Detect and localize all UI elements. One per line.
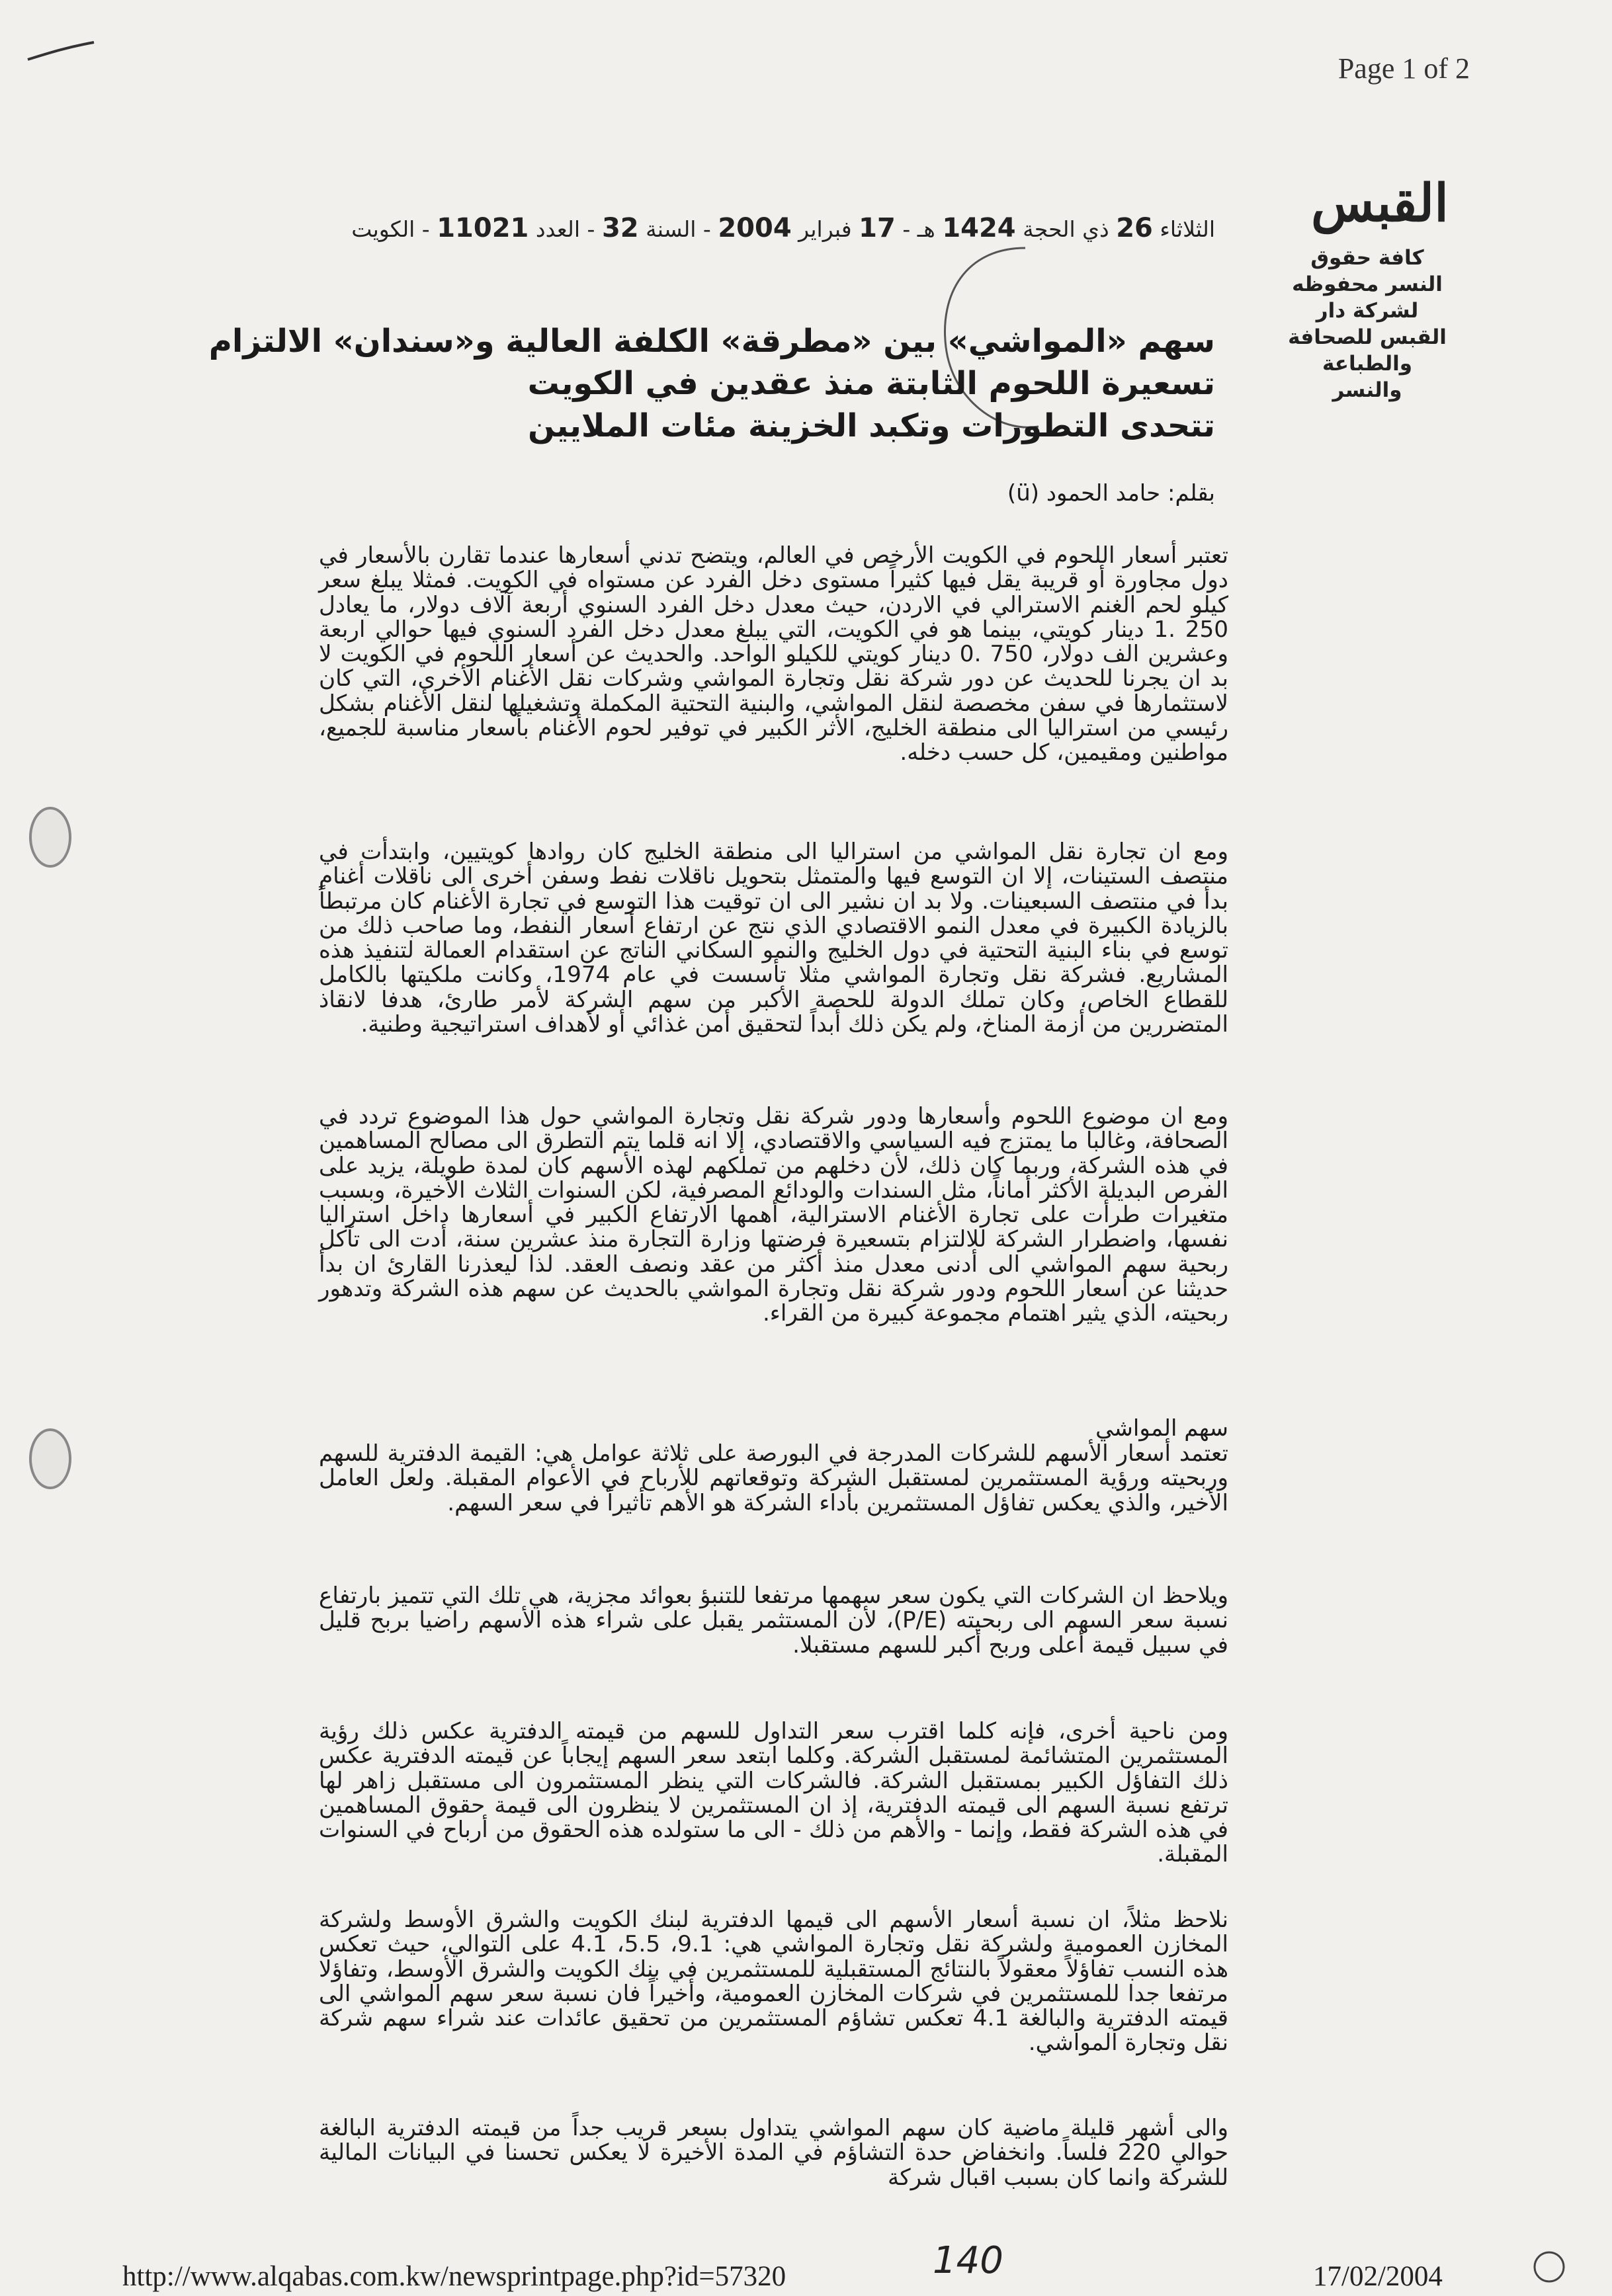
headline-line-3: تتحدى التطورات وتكبد الخزينة مئات الملايين — [528, 407, 1215, 444]
print-date: 17/02/2004 — [1313, 2261, 1443, 2292]
article-paragraph: ومن ناحية أخرى، فإنه كلما اقترب سعر التداول للسهم من قيمته الدفترية عكس ذلك رؤية المستثمرين المتشائمة لمستقبل الشركة. وكلما ابتعد سعر السهم إيجاباً عن قيمته الدفترية عكس ذلك التفاؤل الكبير بمستقبل الشركة. فالشركات التي ينظر المستثمرون الى مستقبل زاهر لها ترتفع نسبة السهم الى قيمته الدفترية، إذ ان المستثمرين لا ينظرون الى قيمة حقوق المساهمين في هذه الشركة فقط، وإنما - والأهم من ذلك - الى ما ستولده هذه الحقوق من أرباح في السنوات المقبلة. — [319, 1718, 1228, 1868]
article-paragraph: والى أشهر قليلة ماضية كان سهم المواشي يتداول بسعر قريب جداً من قيمته الدفترية البالغة حوالي 220 فلساً. وانخفاض حدة التشاؤم في المدة الأخيرة لا يعكس تحسنا في البيانات المالية للشركة وانما كان بسبب اقبال شركة — [319, 2115, 1229, 2191]
headline-line-1: سهم «المواشي» بين «مطرقة» الكلفة العالية و«سندان» الالتزام — [208, 323, 1215, 360]
handwritten-page-number: 140 — [933, 2239, 1003, 2282]
rights-notice: كافة حقوق النسر محفوظه لشركة دار القبس للصحافة والطباعة والنسر — [1288, 246, 1447, 402]
article-paragraph: نلاحظ مثلاً، ان نسبة أسعار الأسهم الى قيمها الدفترية لبنك الكويت والشرق الأوسط ولشركة المخازن العمومية ولشركة نقل وتجارة المواشي هي: 9.1، 5.5، 4.1 على التوالي، حيث تعكس هذه النسب تفاؤلاً معقولاً بالنتائج المستقبلية للمستثمرين في بنك الكويت والشرق الأوسط، وتفاؤلا مرتفعا جدا للمستثمرين في شركات المخازن العمومية، وأخيراً فان نسبة سعر سهم المواشي الى قيمته الدفترية والبالغة 4.1 تعكس تشاؤم المستثمرين من تحقيق عائدات عند شراء سهم شركة نقل وتجارة المواشي. — [319, 1906, 1229, 2057]
dateline: الثلاثاء 26 ذي الحجة 1424 هـ - 17 فبراير 2004 - السنة 32 - العدد 11021 - الكويت — [351, 213, 1215, 243]
article-paragraph: ويلاحظ ان الشركات التي يكون سعر سهمها مرتفعا للتنبؤ بعوائد مجزية، هي تلك التي تتميز بارتفاع نسبة سعر السهم الى ربحيته (P/E)، لأن المستثمر يقبل على شراء هذه الأسهم راضيا بربح قليل في سبيل قيمة أعلى وربح أكبر للسهم مستقبلا. — [319, 1582, 1228, 1659]
logo-wordmark: القبس — [1311, 173, 1449, 233]
section-subheading: سهم المواشي — [1095, 1415, 1228, 1442]
binder-hole — [29, 1428, 71, 1489]
article-paragraph: ومع ان تجارة نقل المواشي من استراليا الى منطقة الخليج كان روادها كويتيين، وابتدأت في منتصف الستينات، إلا ان التوسع فيها والمتمثل بتحويل ناقلات نفط وسفن أخرى الى ناقلات أغنام بدأ في منتصف السبعينات. ولا بد ان نشير الى ان توقيت هذا التوسع في تجارة الأغنام كان مرتبطاً بالزيادة الكبيرة في معدل النمو الاقتصادي الذي نتج عن ارتفاع أسعار النفط، وما صاحب ذلك من توسع في بناء البنية التحتية في دول الخليج والنمو السكاني الناتج عن استقدام العمالة لتنفيذ هذه المشاريع. فشركة نقل وتجارة المواشي مثلا تأسست في عام 1974، وكانت ملكيتها بالكامل للقطاع الخاص، وكان تملك الدولة للحصة الأكبر من سهم الشركة لأمر طارئ، هدفا لانقاذ المتضررين من أزمة المناخ، ولم يكن ذلك أبداً لتحقيق أمن غذائي أو لأهداف استراتيجية وطنية. — [319, 839, 1228, 1038]
article-paragraph: ومع ان موضوع اللحوم وأسعارها ودور شركة نقل وتجارة المواشي حول هذا الموضوع تردد في الصحافة، وغالبا ما يمتزج فيه السياسي والاقتصادي، إلا انه قلما يتم التطرق الى مصالح المساهمين في هذه الشركة، وربما كان ذلك، لأن دخلهم من تملكهم لهذه الأسهم كان لمدة طويلة، يزيد على الفرص البديلة الأكثر أماناً، مثل السندات والودائع المصرفية، لكن السنوات الثلاث الأخيرة، وبسبب متغيرات طرأت على تجارة الأغنام الاسترالية، أهمها الارتفاع الكبير في أسعارها داخل استراليا نفسها، واضطرار الشركة للالتزام بتسعيرة فرضتها وزارة التجارة منذ عشرين سنة، أدت الى تآكل ربحية سهم المواشي الى أدنى معدل منذ أكثر من عقد ونصف العقد. لذا ليعذرنا القارئ ان بدأ حديثنا عن أسعار اللحوم ودور شركة نقل وتجارة المواشي بالحديث عن سهم هذه الشركة وتدهور ربحيته، الذي يثير اهتمام مجموعة كبيرة من القراء. — [319, 1103, 1228, 1327]
source-url: http://www.alqabas.com.kw/newsprintpage.php?id=57320 — [122, 2261, 786, 2292]
article-paragraph: تعتمد أسعار الأسهم للشركات المدرجة في البورصة على ثلاثة عوامل هي: القيمة الدفترية للسهم وربحيته ورؤية المستثمرين لمستقبل الشركة وتوقعاتهم للأرباح في الأعوام المقبلة. ولعل العامل الأخير، والذي يعكس تفاؤل المستثمرين بأداء الشركة هو الأهم تأثيراً في سعر السهم. — [319, 1440, 1228, 1516]
article-paragraph: تعتبر أسعار اللحوم في الكويت الأرخص في العالم، ويتضح تدني أسعارها عندما تقارن بالأسعار في دول مجاورة أو قريبة يقل فيها كثيراً مستوى دخل الفرد عن مستواه في الكويت. فمثلا يبلغ سعر كيلو لحم الغنم الاسترالي في الاردن، حيث معدل دخل الفرد السنوي أربعة آلاف دولار، ما يعادل 250 .1 دينار كويتي، بينما هو في الكويت، التي يبلغ معدل دخل الفرد السنوي فيها حوالي اربعة وعشرين الف دولار، 750 .0 دينار كويتي للكيلو الواحد. والحديث عن أسعار اللحوم في الكويت لا بد ان يجرنا للحديث عن دور شركة نقل وتجارة المواشي وشركات نقل الأغنام الأخرى، التي كان لاستثمارها في سفن مخصصة لنقل المواشي، والبنية التحتية المكملة وتشغيلها لنقل الأغنام بشكل رئيسي من استراليا الى منطقة الخليج، الأثر الكبير في توفير لحوم الأغنام بأسعار مناسبة للجميع، مواطنين ومقيمين، كل حسب دخله. — [319, 542, 1228, 766]
byline: بقلم: حامد الحمود (ü) — [1007, 480, 1215, 507]
pen-circle-small-mark — [1529, 2247, 1569, 2287]
headline-line-2: تسعيرة اللحوم الثابتة منذ عقدين في الكويت — [527, 365, 1215, 402]
page-label: Page 1 of 2 — [1337, 52, 1470, 85]
binder-hole — [29, 807, 71, 868]
pen-stroke-mark — [25, 38, 98, 65]
newspaper-logo — [1311, 173, 1449, 233]
